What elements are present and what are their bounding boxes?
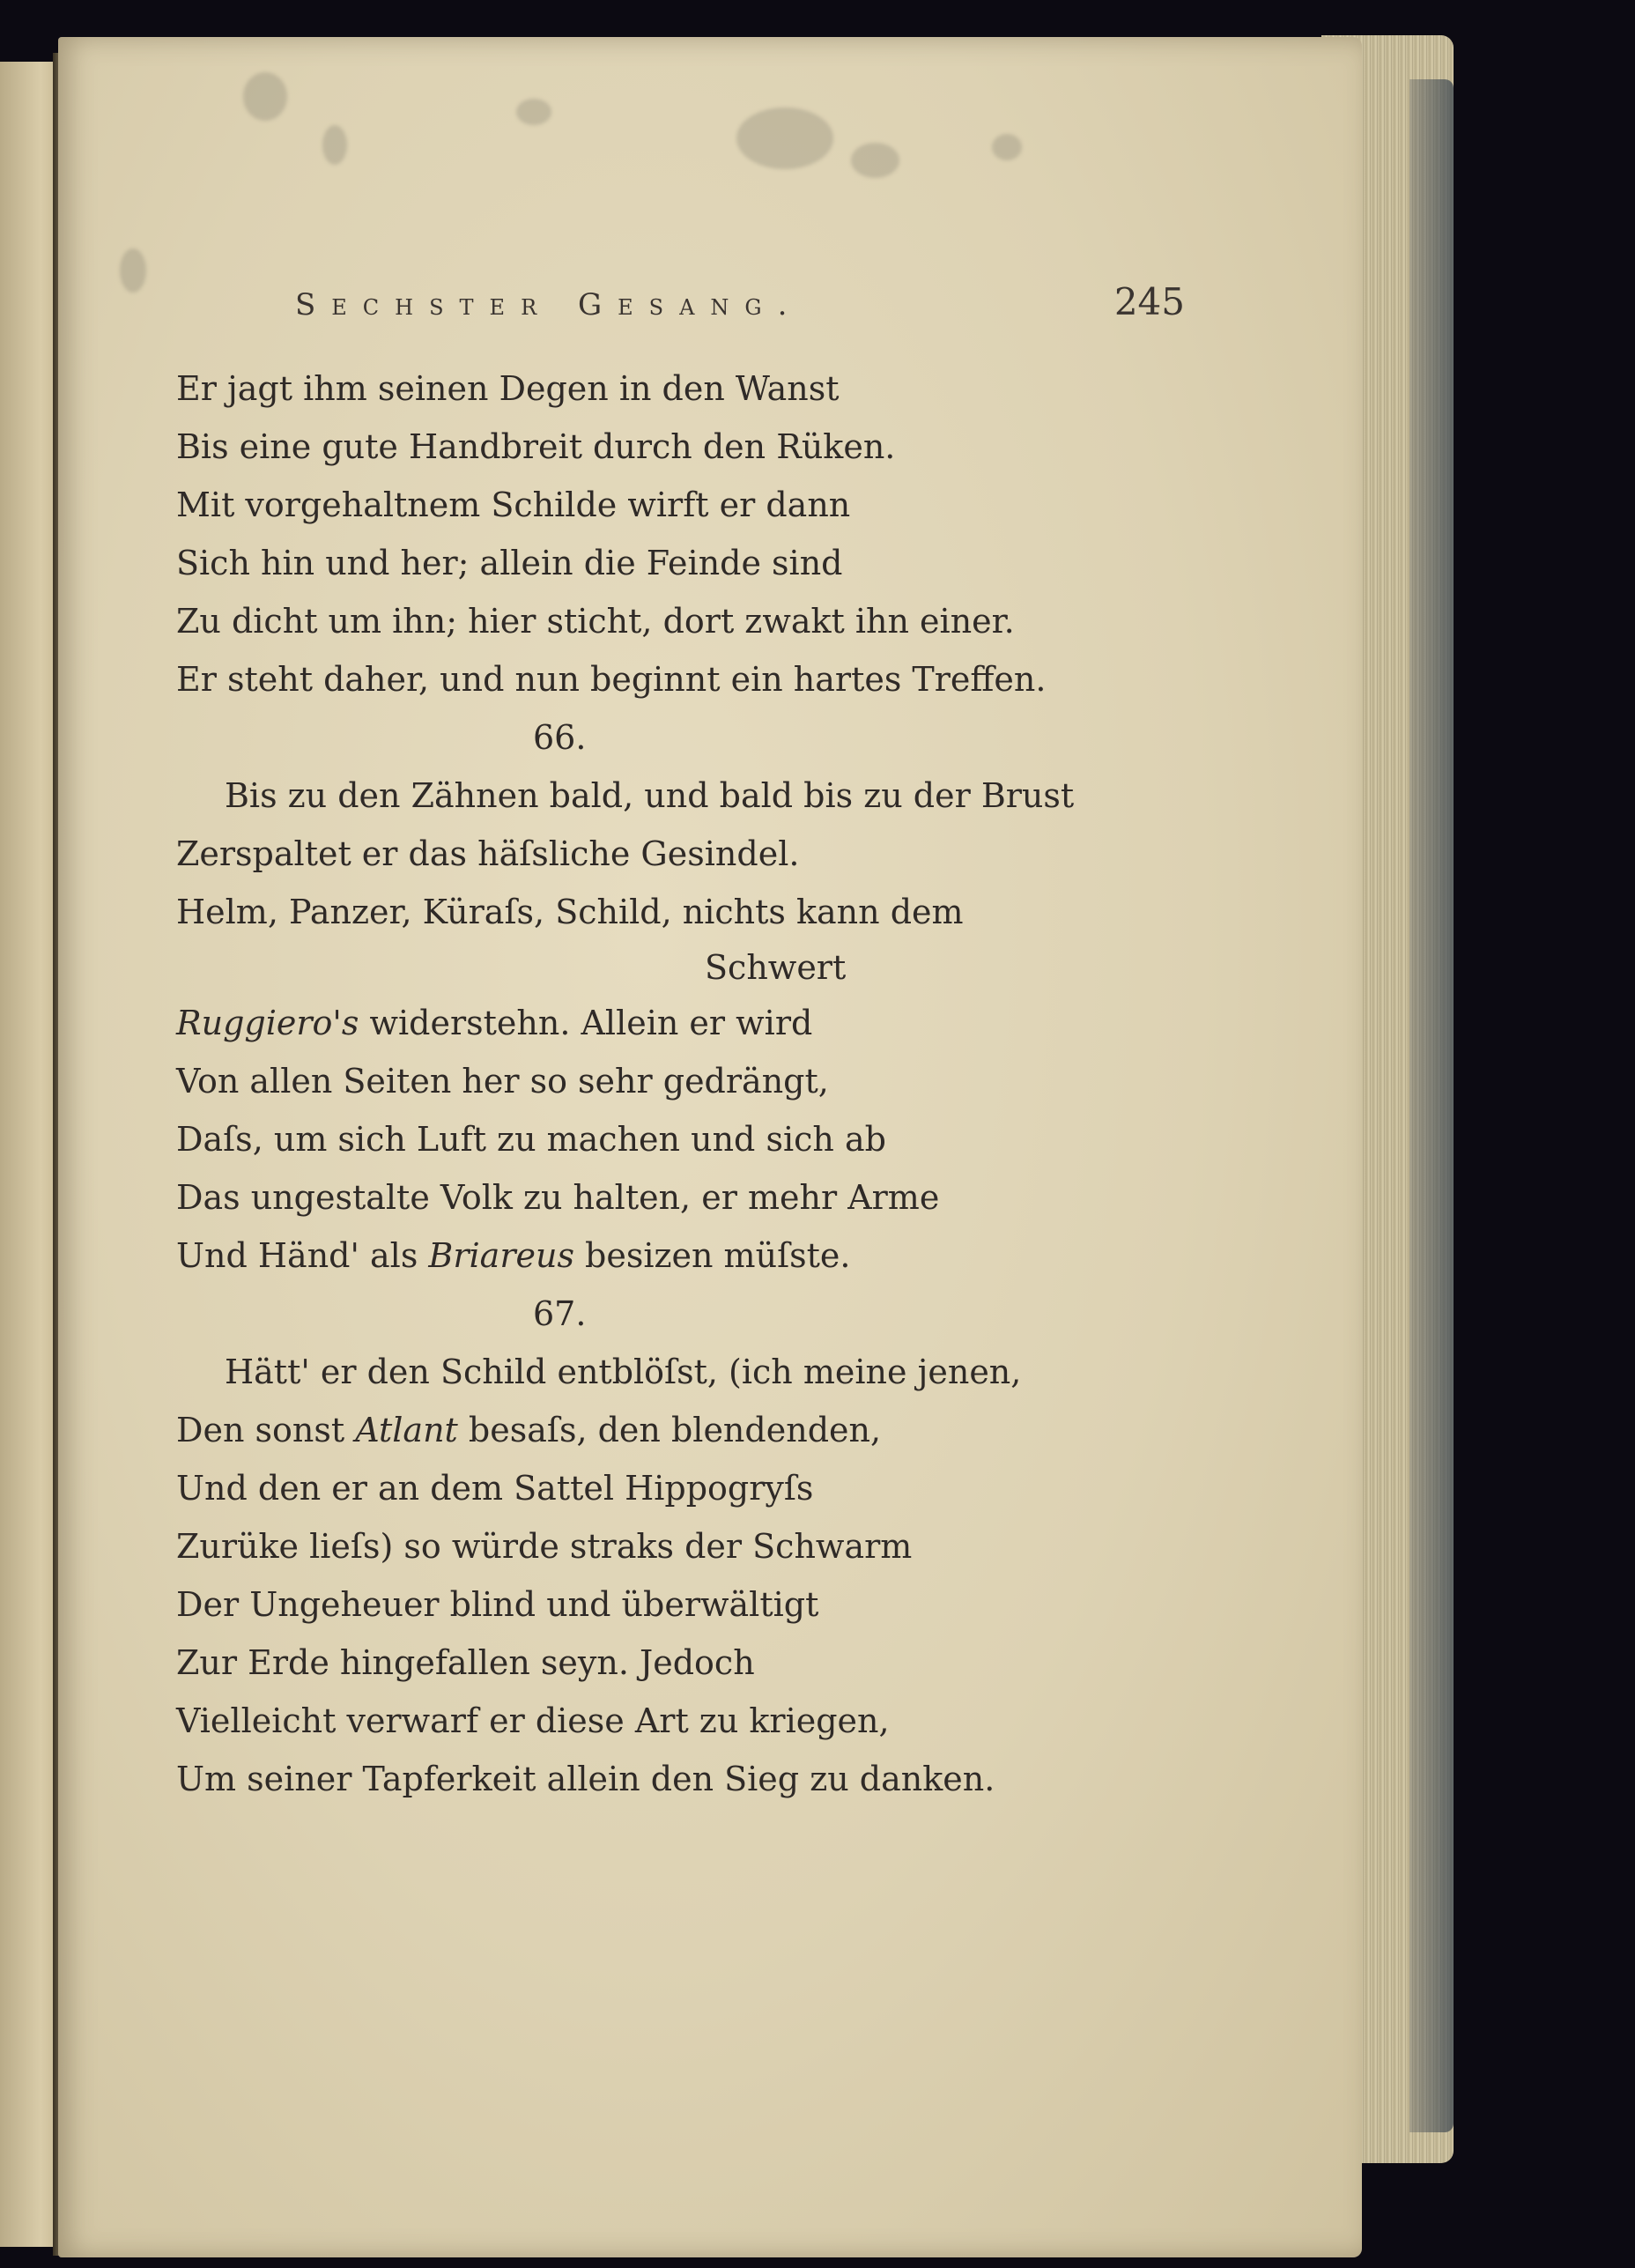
foxing-stain	[322, 125, 347, 165]
foxing-stain	[736, 107, 833, 169]
verse-line	[176, 1227, 1189, 1285]
verse-line: Zur Erde hingefallen seyn. Jedoch	[176, 1643, 755, 1682]
verse-line: Der Ungeheuer blind und überwältigt	[176, 1585, 819, 1624]
verse-line	[176, 994, 1189, 1052]
running-head: Sechster Gesang.	[295, 287, 803, 322]
verse-runover: Schwert	[705, 948, 847, 987]
verse-line: Bis eine gute Handbreit durch den Rüken.	[176, 427, 896, 466]
page-header	[295, 280, 1185, 333]
foxing-stain	[516, 99, 551, 125]
verse-fragment: Und Händ' als	[176, 1236, 429, 1275]
verse-line: Um seiner Tapferkeit allein den Sieg zu danken.	[176, 1760, 995, 1798]
facing-page-edge	[0, 62, 58, 2247]
stanza-number: 67.	[533, 1294, 587, 1333]
poem-text	[176, 359, 1189, 1808]
foxing-stain	[851, 143, 899, 178]
verse-line: Er steht daher, und nun beginnt ein hartes Treffen.	[176, 660, 1047, 699]
verse-line: Zu dicht um ihn; hier sticht, dort zwakt ihn einer.	[176, 602, 1015, 641]
verse-line: Das ungestalte Volk zu halten, er mehr Arme	[176, 1178, 940, 1217]
page-number: 245	[1113, 280, 1185, 323]
foxing-stain	[120, 248, 146, 293]
foxing-stain	[992, 134, 1022, 160]
verse-fragment: besizen müſste.	[573, 1236, 851, 1275]
book-page	[58, 37, 1362, 2257]
verse-line: Zurüke lieſs) so würde straks der Schwarm	[176, 1527, 913, 1566]
verse-name: Briareus	[428, 1236, 574, 1275]
verse-line: Mit vorgehaltnem Schilde wirft er dann	[176, 485, 851, 524]
verse-line: Vielleicht verwarf er diese Art zu kriegen,	[176, 1701, 890, 1740]
verse-fragment: Den sonst	[176, 1411, 356, 1449]
verse-line: Daſs, um sich Luft zu machen und sich ab	[176, 1120, 886, 1159]
verse-line: Von allen Seiten her so sehr gedrängt,	[176, 1062, 829, 1101]
verse-name: Ruggiero's	[176, 1004, 359, 1042]
verse-line: Er jagt ihm seinen Degen in den Wanst	[176, 369, 840, 408]
verse-line: Und den er an dem Sattel Hippogryſs	[176, 1469, 814, 1508]
verse-fragment: widerstehn. Allein er wird	[359, 1004, 813, 1042]
verse-line	[176, 1401, 1189, 1459]
verse-line: Zerspaltet er das häſsliche Gesindel.	[176, 834, 800, 873]
page-edge-shadow	[1409, 79, 1454, 2132]
verse-line: Sich hin und her; allein die Feinde sind	[176, 544, 843, 582]
foxing-stain	[243, 72, 287, 121]
verse-line: Bis zu den Zähnen bald, und bald bis zu der Brust	[225, 776, 1075, 815]
stanza-number: 66.	[533, 718, 587, 757]
verse-fragment: besaſs, den blendenden,	[457, 1411, 882, 1449]
verse-line: Helm, Panzer, Küraſs, Schild, nichts kann dem	[176, 893, 964, 931]
verse-line: Hätt' er den Schild entblöſst, (ich meine jenen,	[225, 1353, 1022, 1391]
verse-name: Atlant	[355, 1411, 458, 1449]
